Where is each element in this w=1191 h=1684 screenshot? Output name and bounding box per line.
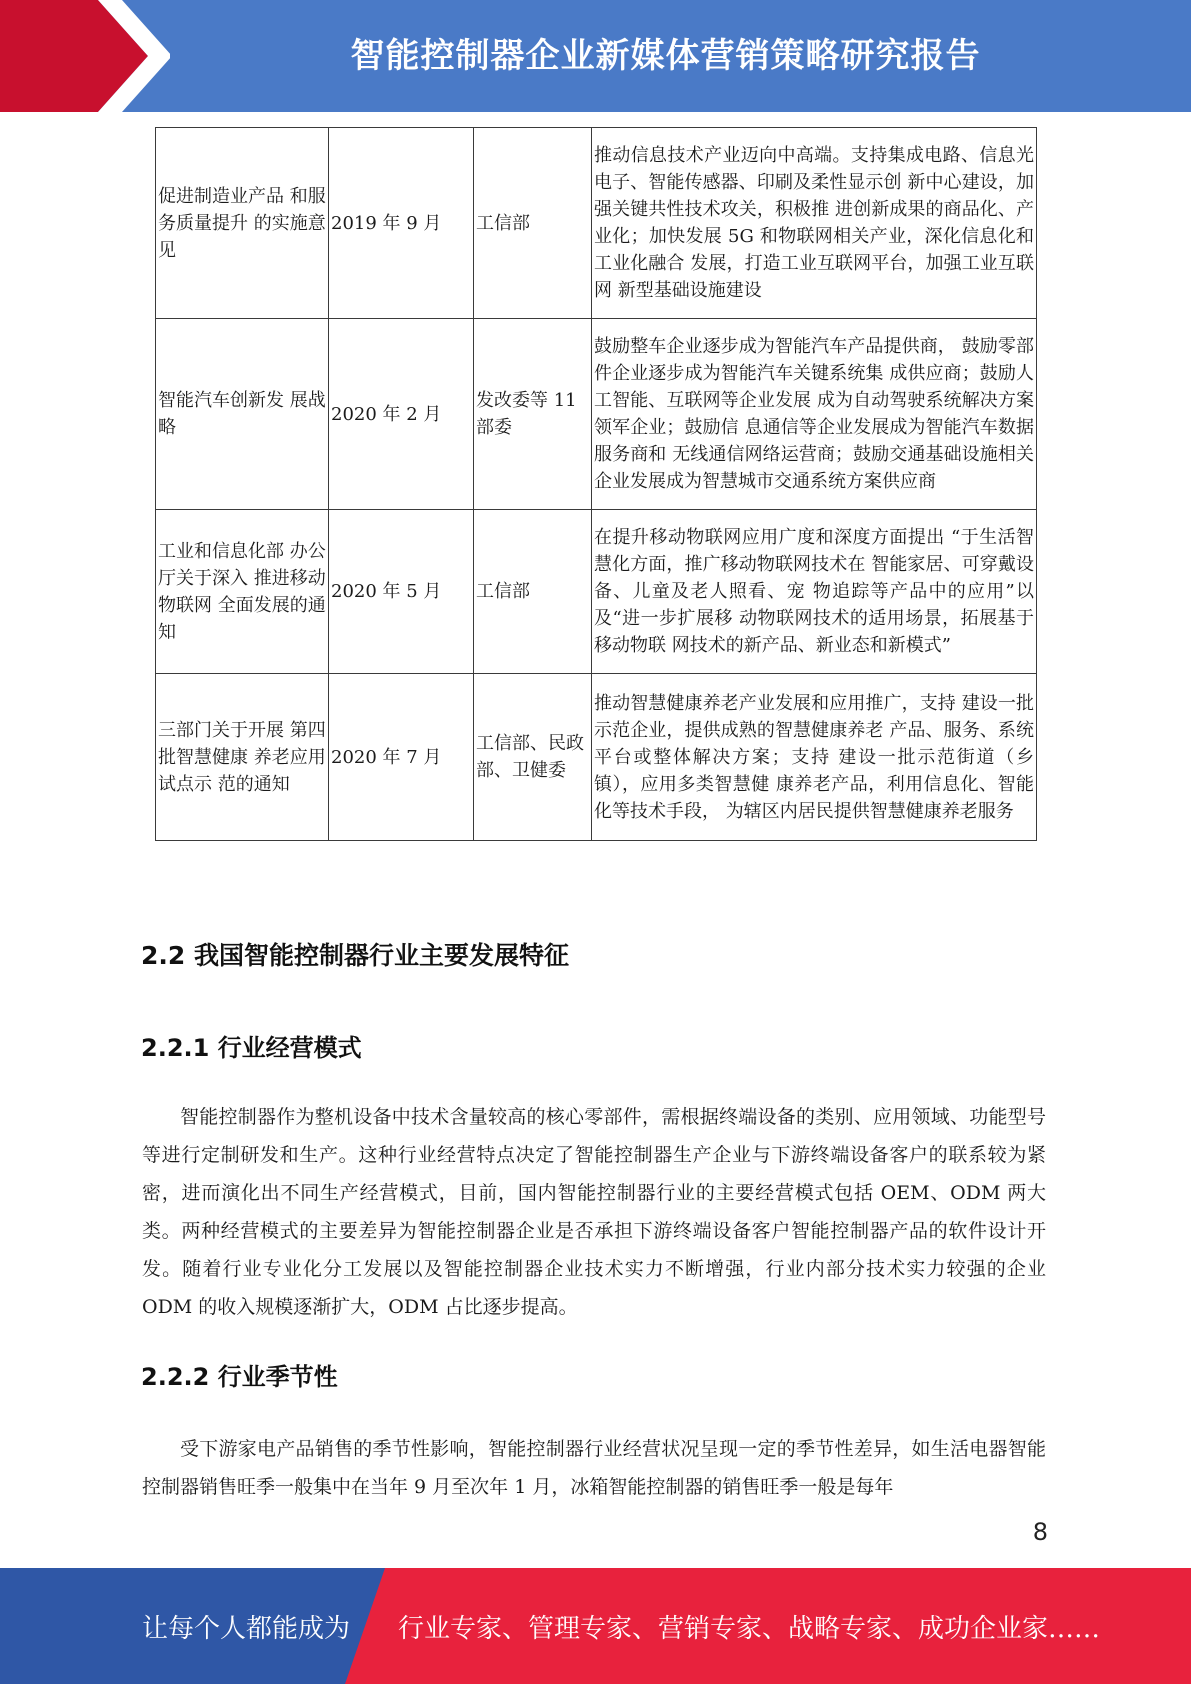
footer-slogan-right: 行业专家、管理专家、营销专家、战略专家、成功企业家…… [398, 1613, 1101, 1644]
policy-issuer-cell: 工信部、民政部、卫健委 [474, 674, 592, 841]
report-title: 智能控制器企业新媒体营销策略研究报告 [350, 35, 981, 76]
business-model-paragraph: 智能控制器作为整机设备中技术含量较高的核心零部件，需根据终端设备的类别、应用领域、功能型号等进行定制研发和生产。这种行业经营特点决定了智能控制器生产企业与下游终端设备客户的联系较为紧密，进而演化出不同生产经营模式，目前，国内智能控制器行业的主要经营模式包括 OEM、ODM 两大类。两种经营模式的主要差异为智能控制器企业是否承担下游终端设备客户智能控制器产品的软件设计开发。随着行业专业化分工发展以及智能控制器企业技术实力不断增强，行业内部分技术实力较强的企业 ODM 的收入规模逐渐扩大，ODM 占比逐步提高。 [142, 1106, 1046, 1318]
policy-name-cell: 工业和信息化部 办公厅关于深入 推进移动物联网 全面发展的通知 [156, 510, 329, 674]
table-row [156, 128, 1037, 319]
policy-date-cell: 2019 年 9 月 [329, 128, 474, 319]
policy-name-cell: 三部门关于开展 第四批智慧健康 养老应用试点示 范的通知 [156, 674, 329, 841]
policy-issuer-cell: 发改委等 11 部委 [474, 319, 592, 510]
section-heading-2-2: 2.2 我国智能控制器行业主要发展特征 [141, 941, 569, 970]
table-row [156, 510, 1037, 674]
section-heading-2-2-1: 2.2.1 行业经营模式 [141, 1034, 362, 1062]
policy-name-cell: 促进制造业产品 和服务质量提升 的实施意见 [156, 128, 329, 319]
policy-content-cell: 在提升移动物联网应用广度和深度方面提出 “于生活智慧化方面，推广移动物联网技术在 智能家居、可穿戴设备、儿童及老人照看、宠 物追踪等产品中的应用”以及“进一步扩展移 动物联网技术的适用场景，拓展基于移动物联 网技术的新产品、新业态和新模式” [592, 510, 1037, 674]
policy-issuer-cell: 工信部 [474, 128, 592, 319]
policy-date-cell: 2020 年 7 月 [329, 674, 474, 841]
seasonality-paragraph: 受下游家电产品销售的季节性影响，智能控制器行业经营状况呈现一定的季节性差异，如生活电器智能控制器销售旺季一般集中在当年 9 月至次年 1 月，冰箱智能控制器的销售旺季一般是每年 [142, 1438, 1046, 1498]
policy-name-cell: 智能汽车创新发 展战略 [156, 319, 329, 510]
footer-slogan-left: 让每个人都能成为 [142, 1613, 351, 1644]
table-row [156, 674, 1037, 841]
policy-date-cell: 2020 年 5 月 [329, 510, 474, 674]
page-number: 8 [1032, 1518, 1048, 1546]
policy-table [155, 127, 1037, 841]
policy-content-cell: 推动信息技术产业迈向中高端。支持集成电路、信息光电子、智能传感器、印刷及柔性显示创 新中心建设，加强关键共性技术攻关，积极推 进创新成果的商品化、产业化；加快发展 5G 和物联网相关产业，深化信息化和工业化融合 发展，打造工业互联网平台，加强工业互联网 新型基础设施建设 [592, 128, 1037, 319]
section-heading-2-2-2: 2.2.2 行业季节性 [141, 1363, 338, 1391]
page-header-banner [0, 0, 1191, 112]
policy-content-cell: 鼓励整车企业逐步成为智能汽车产品提供商， 鼓励零部件企业逐步成为智能汽车关键系统集 成供应商；鼓励人工智能、互联网等企业发展 成为自动驾驶系统解决方案领军企业；鼓励信 息通信等企业发展成为智能汽车数据服务商和 无线通信网络运营商；鼓励交通基础设施相关 企业发展成为智慧城市交通系统方案供应商 [592, 319, 1037, 510]
policy-issuer-cell: 工信部 [474, 510, 592, 674]
policy-content-cell: 推动智慧健康养老产业发展和应用推广，支持 建设一批示范企业，提供成熟的智慧健康养老 产品、服务、系统平台或整体解决方案；支持 建设一批示范街道（乡镇），应用多类智慧健 康养老产品，利用信息化、智能化等技术手段， 为辖区内居民提供智慧健康养老服务 [592, 674, 1037, 841]
table-row [156, 319, 1037, 510]
header-chevron-decoration [0, 0, 170, 112]
page-footer-banner [0, 1568, 1191, 1684]
policy-date-cell: 2020 年 2 月 [329, 319, 474, 510]
